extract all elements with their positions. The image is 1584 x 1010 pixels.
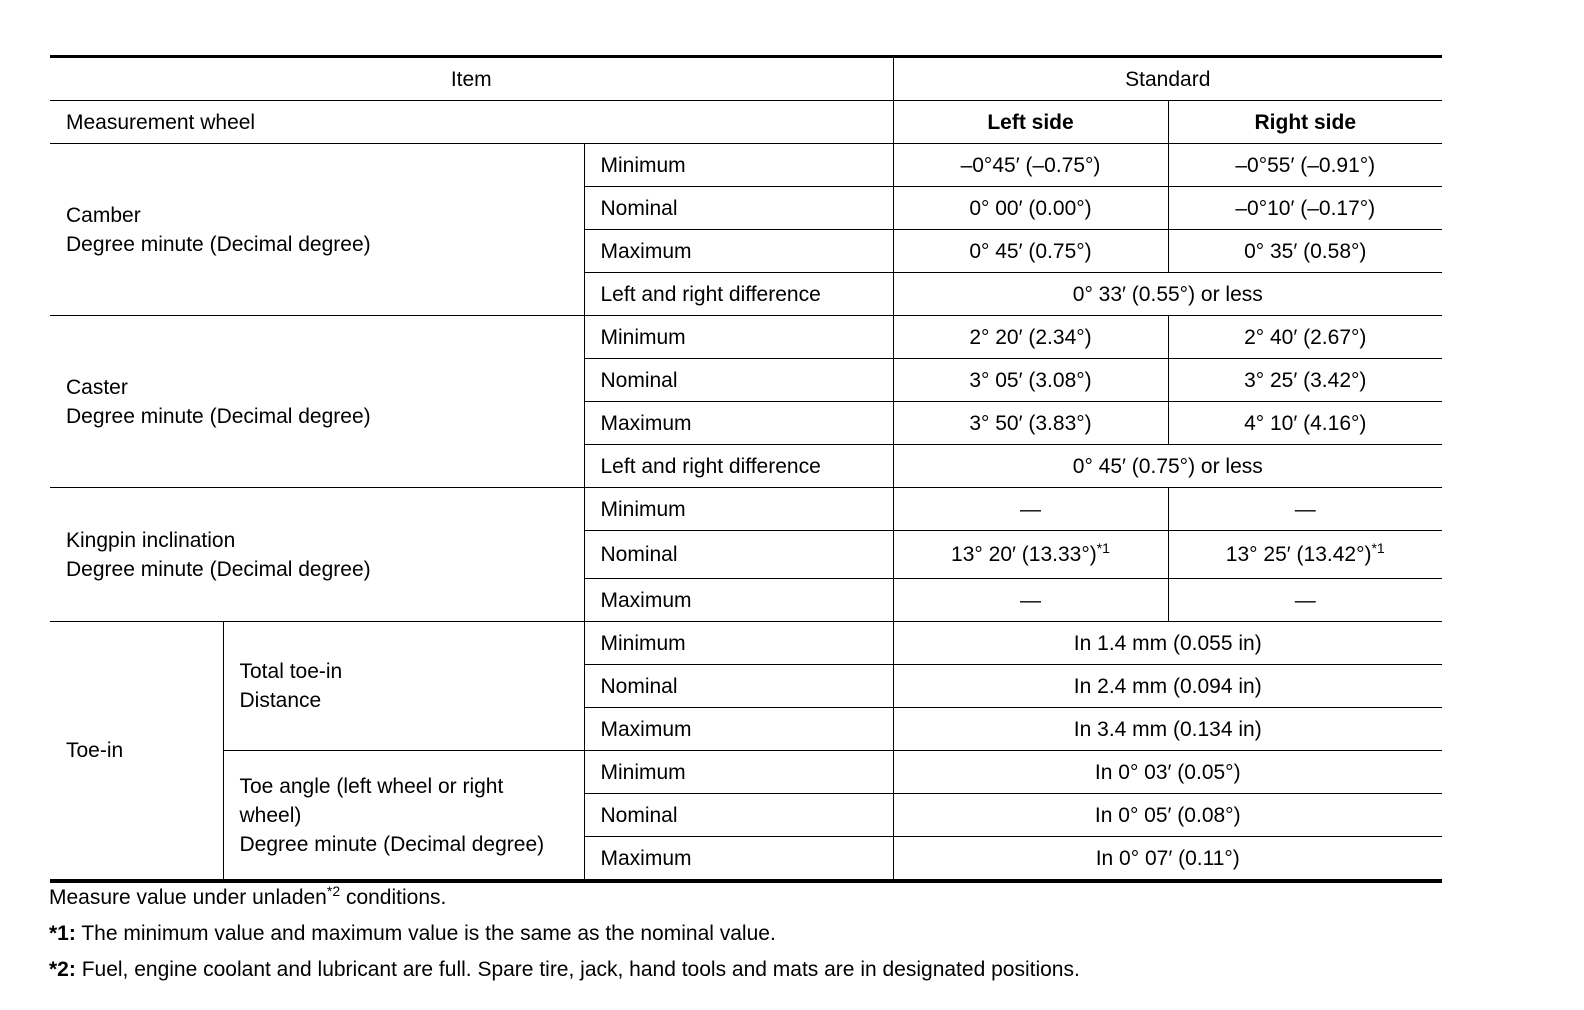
left-value: 3° 05′ (3.08°)	[893, 359, 1168, 402]
toe-angle-line1: Toe angle (left wheel or right	[239, 774, 504, 798]
right-value	[1168, 531, 1442, 579]
right-value: —	[1168, 579, 1442, 622]
right-value: 4° 10′ (4.16°)	[1168, 402, 1442, 445]
toe-angle-line3: Degree minute (Decimal degree)	[239, 832, 545, 856]
footnote-2	[49, 952, 1080, 988]
caster-label-line1: Caster	[66, 375, 128, 399]
right-value: 3° 25′ (3.42°)	[1168, 359, 1442, 402]
param-cell: Minimum	[584, 144, 893, 187]
param-cell: Nominal	[584, 531, 893, 579]
right-value: 2° 40′ (2.67°)	[1168, 316, 1442, 359]
left-value: 2° 20′ (2.34°)	[893, 316, 1168, 359]
left-value: –0°45′ (–0.75°)	[893, 144, 1168, 187]
footnote-2-tag: *2:	[49, 958, 76, 981]
table-row	[50, 751, 1442, 794]
left-value: 0° 00′ (0.00°)	[893, 187, 1168, 230]
left-value-text: 13° 20′ (13.33°)	[951, 543, 1097, 566]
left-value: —	[893, 488, 1168, 531]
footnote-ref: *2	[326, 883, 341, 899]
param-cell: Minimum	[584, 622, 893, 665]
diff-value: 0° 45′ (0.75°) or less	[893, 445, 1442, 488]
toe-angle-label	[223, 751, 584, 882]
item-header: Item	[50, 57, 893, 101]
caster-label	[50, 316, 584, 488]
table-row	[50, 316, 1442, 359]
diff-label: Left and right difference	[584, 445, 893, 488]
measurement-wheel-row	[50, 101, 1442, 144]
toe-value: In 0° 03′ (0.05°)	[893, 751, 1442, 794]
toe-angle-line2: wheel)	[239, 803, 302, 827]
wheel-alignment-spec-table	[50, 55, 1442, 883]
footnote-2-text: Fuel, engine coolant and lubricant are full. Spare tire, jack, hand tools and mats are in designated positions.	[75, 958, 1080, 981]
right-value: –0°55′ (–0.91°)	[1168, 144, 1442, 187]
diff-value: 0° 33′ (0.55°) or less	[893, 273, 1442, 316]
left-side-header: Left side	[893, 101, 1168, 144]
camber-label-line1: Camber	[66, 203, 141, 227]
param-cell: Nominal	[584, 187, 893, 230]
param-cell: Nominal	[584, 665, 893, 708]
footnote-1-tag: *1:	[49, 922, 76, 945]
param-cell: Minimum	[584, 316, 893, 359]
left-value	[893, 531, 1168, 579]
right-value: —	[1168, 488, 1442, 531]
table-row	[50, 144, 1442, 187]
table-row	[50, 622, 1442, 665]
right-value-text: 13° 25′ (13.42°)	[1225, 543, 1372, 566]
footnote-1-text: The minimum value and maximum value is the same as the nominal value.	[75, 922, 776, 945]
unladen-note-post: conditions.	[340, 886, 447, 909]
param-cell: Maximum	[584, 230, 893, 273]
table-row	[50, 488, 1442, 531]
toe-value: In 1.4 mm (0.055 in)	[893, 622, 1442, 665]
param-cell: Minimum	[584, 751, 893, 794]
measurement-wheel-label: Measurement wheel	[50, 101, 893, 144]
param-cell: Nominal	[584, 359, 893, 402]
kingpin-label-line1: Kingpin inclination	[66, 528, 236, 552]
footnotes	[49, 880, 1080, 988]
param-cell: Maximum	[584, 837, 893, 882]
right-value: 0° 35′ (0.58°)	[1168, 230, 1442, 273]
footnote-ref: *1	[1096, 540, 1110, 556]
camber-label	[50, 144, 584, 316]
toe-in-label: Toe-in	[50, 622, 223, 882]
toe-value: In 0° 05′ (0.08°)	[893, 794, 1442, 837]
param-cell: Maximum	[584, 708, 893, 751]
param-cell: Nominal	[584, 794, 893, 837]
total-toe-in-label	[223, 622, 584, 751]
diff-label: Left and right difference	[584, 273, 893, 316]
param-cell: Maximum	[584, 579, 893, 622]
total-toe-in-line1: Total toe-in	[239, 660, 343, 683]
right-value: –0°10′ (–0.17°)	[1168, 187, 1442, 230]
param-cell: Maximum	[584, 402, 893, 445]
toe-value: In 3.4 mm (0.134 in)	[893, 708, 1442, 751]
camber-label-line2: Degree minute (Decimal degree)	[66, 232, 371, 256]
caster-label-line2: Degree minute (Decimal degree)	[66, 404, 371, 428]
footnote-1	[49, 916, 1080, 952]
left-value: 0° 45′ (0.75°)	[893, 230, 1168, 273]
param-cell: Minimum	[584, 488, 893, 531]
kingpin-label	[50, 488, 584, 622]
right-side-header: Right side	[1168, 101, 1442, 144]
standard-header: Standard	[893, 57, 1442, 101]
left-value: 3° 50′ (3.83°)	[893, 402, 1168, 445]
unladen-note	[49, 880, 1080, 916]
left-value: —	[893, 579, 1168, 622]
toe-value: In 2.4 mm (0.094 in)	[893, 665, 1442, 708]
total-toe-in-line2: Distance	[239, 689, 322, 712]
toe-value: In 0° 07′ (0.11°)	[893, 837, 1442, 882]
kingpin-label-line2: Degree minute (Decimal degree)	[66, 557, 371, 581]
header-row	[50, 57, 1442, 101]
unladen-note-pre: Measure value under unladen	[49, 886, 327, 909]
footnote-ref: *1	[1371, 540, 1385, 556]
